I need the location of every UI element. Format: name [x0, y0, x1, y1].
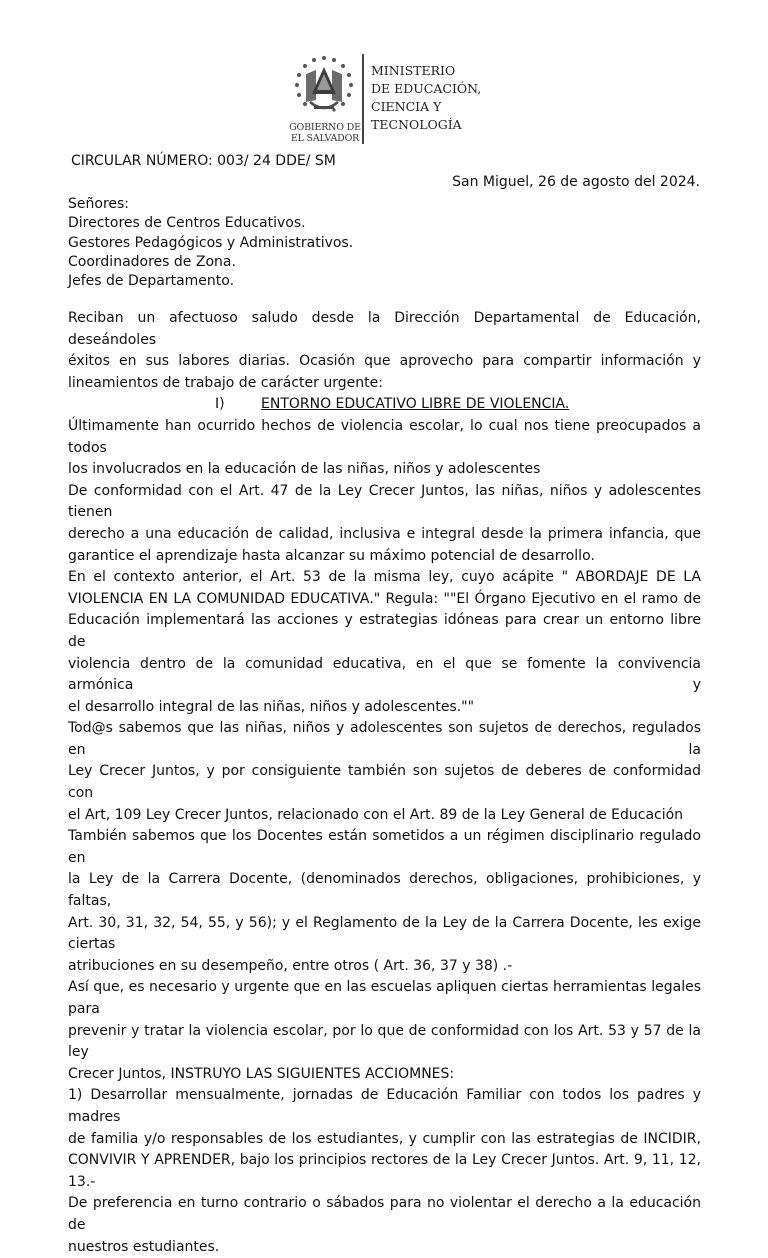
paragraph [68, 481, 701, 567]
paragraph [68, 826, 701, 977]
text-line: De preferencia en turno contrario o sábados para no violentar el derecho a la educación de [68, 1195, 701, 1233]
text-line: el desarrollo integral de las niñas, niños y adolescentes."" [68, 698, 475, 715]
text-fragment: Crecer Juntos, INSTRUYO [68, 1065, 246, 1082]
text-line: garantice el aprendizaje hasta alcanzar su máximo potencial de desarrollo. [68, 547, 595, 564]
text-line: violencia dentro de la comunidad educativa, en el que se fomente la convivencia armónica y [68, 655, 701, 694]
text-line: Tod@s sabemos que las niñas, niños y adolescentes son sujetos de derechos, regulados en la [68, 720, 701, 758]
ministry-line: CIENCIA Y [371, 99, 442, 114]
ministry-line: TECNOLOGÍA [371, 117, 462, 132]
text-line: de familia y/o responsables de los estudiantes, y cumplir con las estrategias de INCIDIR, [68, 1130, 701, 1147]
recipients-block [68, 195, 353, 291]
circular-number: CIRCULAR NÚMERO: 003/ 24 DDE/ SM [71, 153, 336, 169]
ministry-line: DE EDUCACIÓN, [371, 81, 482, 96]
place-date: San Miguel, 26 de agosto del 2024. [452, 174, 700, 190]
recipient-line: Directores de Centros Educativos. [68, 215, 306, 232]
instruction-emphasis: LAS SIGUIENTES ACCIOMNES [245, 1065, 450, 1082]
text-line: Últimamente han ocurrido hechos de violencia escolar, lo cual nos tiene preocupados a todos [68, 417, 701, 456]
section-title: ENTORNO EDUCATIVO LIBRE DE VIOLENCIA. [261, 396, 570, 413]
text-line: VIOLENCIA EN LA COMUNIDAD EDUCATIVA." Regula: ""El Órgano Ejecutivo en el ramo de [68, 590, 701, 607]
paragraph [68, 718, 701, 826]
section-heading [68, 394, 701, 416]
text-fragment: : [449, 1065, 455, 1082]
recipient-line: Señores: [68, 196, 130, 212]
text-line: Educación implementará las acciones y estrategias idóneas para crear un entorno libre de [68, 612, 701, 650]
text-line: prevenir y tratar la violencia escolar, por lo que de conformidad con los Art. 53 y 57 de la ley [68, 1022, 701, 1061]
logo-divider [362, 54, 364, 144]
letter-body [68, 308, 701, 1258]
recipient-line: Jefes de Departamento. [68, 273, 235, 290]
ministry-logo [288, 52, 488, 147]
action-item [68, 1085, 701, 1258]
ministry-name [371, 62, 481, 134]
text-line: También sabemos que los Docentes están sometidos a un régimen disciplinario regulado en [68, 828, 701, 866]
government-line: GOBIERNO DE [289, 122, 361, 133]
recipient-line: Coordinadores de Zona. [68, 253, 236, 270]
text-line: CONVIVIR Y APRENDER, bajo los principios rectores de la Ley Crecer Juntos. Art. 9, 11, 12, 13.- [68, 1152, 701, 1190]
text-line: 1) Desarrollar mensualmente, jornadas de Educación Familiar con todos los padres y madres [68, 1087, 701, 1125]
text-line: nuestros estudiantes. [68, 1238, 220, 1255]
paragraph [68, 977, 701, 1085]
text-line: éxitos en sus labores diarias. Ocasión que aprovecho para compartir información y [68, 353, 701, 370]
text-line: derecho a una educación de calidad, inclusiva e integral desde la primera infancia, que [68, 525, 701, 542]
text-line: Así que, es necesario y urgente que en las escuelas apliquen ciertas herramientas legales para [68, 979, 701, 1017]
text-line: Ley Crecer Juntos, y por consiguiente también son sujetos de deberes de conformidad con [68, 763, 701, 802]
ministry-line: MINISTERIO [371, 63, 456, 78]
text-line: los involucrados en la educación de las niñas, niños y adolescentes [68, 461, 541, 478]
paragraph [68, 416, 701, 481]
text-line: En el contexto anterior, el Art. 53 de la misma ley, cuyo acápite " ABORDAJE DE LA [68, 569, 701, 586]
text-line: De conformidad con el Art. 47 de la Ley Crecer Juntos, las niñas, niños y adolescentes tienen [68, 482, 701, 521]
section-number: I) [215, 396, 225, 413]
text-line: el Art, 109 Ley Crecer Juntos, relacionado con el Art. 89 de la Ley General de Educación [68, 806, 684, 823]
text-line: Reciban un afectuoso saludo desde la Dirección Departamental de Educación, deseándoles [68, 310, 701, 348]
text-line: atribuciones en su desempeño, entre otros ( Art. 36, 37 y 38) .- [68, 957, 513, 974]
text-line: Art. 30, 31, 32, 54, 55, y 56); y el Reglamento de la Ley de la Carrera Docente, les exige ciertas [68, 914, 701, 953]
text-line [68, 1064, 701, 1086]
recipient-line: Gestores Pedagógicos y Administrativos. [68, 234, 354, 251]
paragraph [68, 567, 701, 718]
text-line: la Ley de la Carrera Docente, (denominados derechos, obligaciones, prohibiciones, y faltas, [68, 871, 701, 910]
coat-of-arms-icon [288, 52, 360, 120]
text-line: lineamientos de trabajo de carácter urgente: [68, 374, 383, 391]
government-line: EL SALVADOR [290, 132, 360, 144]
government-label [288, 123, 362, 144]
intro-paragraph [68, 308, 701, 394]
